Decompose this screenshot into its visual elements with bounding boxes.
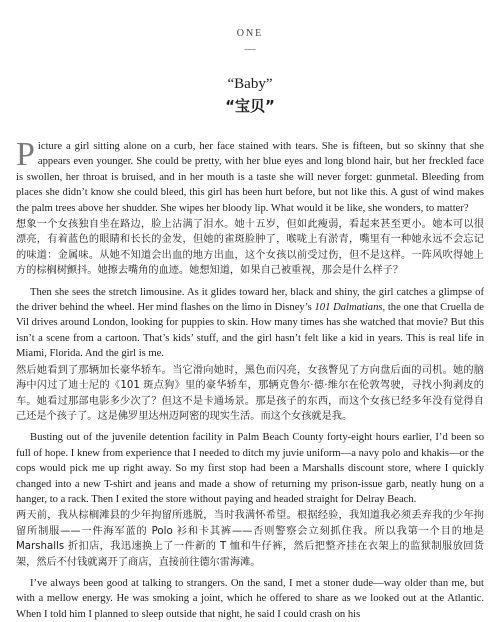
chapter-title-chinese: “宝贝” bbox=[225, 97, 275, 115]
paragraph-2-chinese: 然后她看到了那辆加长豪华轿车。当它滑向她时，黑色而闪亮，女孩瞥见了方向盘后面的司机。她的脑海中闪过了迪士尼的《101 斑点狗》里的豪华轿车，那辆克鲁尔·德·维尔在伦敦驾驶，寻找小狗剥皮的车。她看过那部电影多少次了？但这不是卡通场景。那是孩子的东西，而这个女孩已经多年没有觉得自己还是个孩子了。这是佛罗里达州迈阿密的现实生活。而这个女孩就是我。 bbox=[16, 364, 484, 422]
paragraph-3-chinese: 两天前，我从棕榈滩县的少年拘留所逃脱，当时我满怀希望。根据经验，我知道我必须丢弃我的少年拘留所制服——一件海军蓝的 Polo 衫和卡其裤——否则警察会立刻抓住我。所以我第一个目的地是 Marshalls 折扣店，我迅速换上了一件新的 T 恤和牛仔裤，然后把整齐挂在衣架上的监狱制服放回货架，然后不付钱就离开了商店，直接前往德尔雷海滩。 bbox=[16, 510, 484, 568]
paragraph-1-chinese: 想象一个女孩独自坐在路边，脸上沾满了泪水。她十五岁，但如此瘦弱，看起来甚至更小。她本可以很漂亮，有着蓝色的眼睛和长长的金发，但她的雀斑脸肿了，喉咙上有淤青，嘴里有一种她永远不会忘记的味道：金属味。从她不知道会出血的地方出血，这个女孩以前受过伤，但不是这样。一阵风吹得她上方的棕榈树颤抖。她擦去嘴角的血迹。她想知道，如果自己被重视，那会是什么样子？ bbox=[16, 219, 484, 277]
paragraph-1-english-text: icture a girl sitting alone on a curb, her face stained with tears. She is fifteen, but so skinny that she appears even younger. She could be pretty, with her blue eyes and long blond hair, but her freckled face is swollen, her throat is bruised, and in her mouth is a taste she will never forget: gunmetal. Bleeding from places she didn’t know she could bleed, this girl has been hurt before, but not like this. A gust of wind makes the palm trees above her shudder. She wipes her bloody lip. What would it be like, she wonders, to matter? bbox=[16, 141, 484, 214]
chapter-body bbox=[16, 136, 484, 622]
chapter-title-english: “Baby” bbox=[227, 76, 273, 92]
paragraph-4-english: I’ve always been good at talking to strangers. On the sand, I met a stoner dude—way older than me, but with a mellow energy. He was smoking a joint, which he offered to share as we looked out at the Atlantic. When I told him I planned to sleep outside that night, he said I could crash on his bbox=[16, 577, 484, 620]
chapter-dash: — bbox=[244, 43, 256, 55]
paragraph-2-english-text-a: Then she sees the stretch limousine. As it glides toward her, black and shiny, the girl catches a glimpse of the driver behind the wheel. Her mind flashes on the limo in Disney’s bbox=[16, 286, 484, 314]
paragraph-2-english bbox=[16, 285, 484, 362]
chapter-number: ONE bbox=[236, 28, 264, 39]
paragraph-1-english bbox=[16, 136, 484, 216]
paragraph-3-english: Busting out of the juvenile detention facility in Palm Beach County forty-eight hours earlier, I’d been so full of hope. I knew from experience that I needed to ditch my juvie uniform—a navy polo and khakis—or the cops would pick me up right away. So my first stop had been a Marshalls discount store, where I quickly changed into a new T-shirt and jeans and made a show of returning my prison-issue garb, neatly hung on a hanger, to a rack. Then I exited the store without paying and headed straight for Delray Beach. bbox=[16, 432, 484, 505]
drop-cap: P bbox=[16, 136, 35, 173]
paragraph-2-english-text-b: , the one that Cruella de Vil drives around London, looking for puppies to skin. How many times has she watched that movie? But this isn’t a scene from a cartoon. That’s kids’ stuff, and the girl hasn’t felt like a kid in years. This is real life in Miami, Florida. And the girl is me. bbox=[16, 302, 484, 360]
film-title-italic: 101 Dalmatians bbox=[314, 302, 383, 314]
